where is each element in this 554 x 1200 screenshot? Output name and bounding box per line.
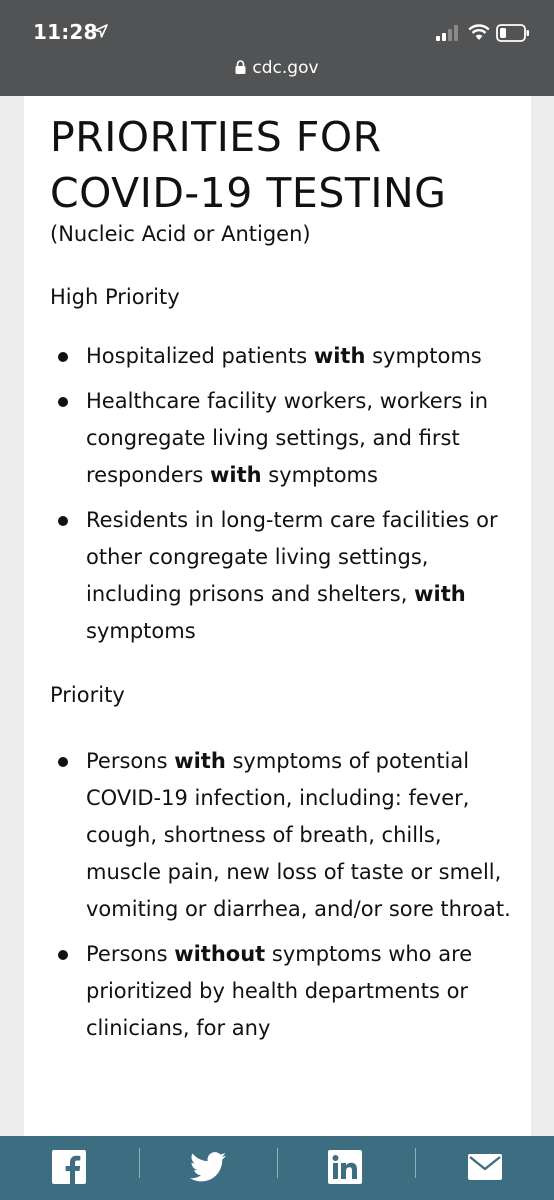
- page-margin-right: [531, 96, 554, 1136]
- email-icon[interactable]: [468, 1154, 502, 1180]
- list-item: Persons with symptoms of potential COVID-19 infection, including: fever, cough, shortness of breath, chills, muscle pain, new loss of taste or smell, vomiting or diarrhea, and/or sore throat.: [50, 743, 520, 928]
- title-line-2: COVID-19 TESTING: [50, 169, 447, 217]
- bullet-icon: [58, 352, 68, 362]
- share-separator: [139, 1148, 140, 1178]
- page-margin-left: [0, 96, 24, 1136]
- list-item: Healthcare facility workers, workers in congregate living settings, and first responders with symptoms: [50, 383, 520, 494]
- browser-top-bar: [0, 0, 554, 96]
- status-time: 11:28: [33, 20, 98, 44]
- twitter-icon[interactable]: [190, 1152, 226, 1182]
- share-bar: [0, 1136, 554, 1200]
- share-separator: [415, 1148, 416, 1178]
- linkedin-icon[interactable]: [328, 1150, 362, 1184]
- lock-icon: [235, 60, 246, 74]
- section-heading-high-priority: High Priority: [50, 285, 180, 309]
- address-bar[interactable]: [0, 58, 554, 78]
- wifi-icon: [468, 23, 490, 41]
- page-subtitle: (Nucleic Acid or Antigen): [50, 222, 311, 246]
- article-card: [24, 96, 531, 1136]
- bullet-icon: [58, 757, 68, 767]
- title-line-1: PRIORITIES FOR: [50, 113, 382, 161]
- list-item: Persons without symptoms who are prioritized by health departments or clinicians, for any: [50, 936, 520, 1047]
- battery-icon: [496, 24, 530, 42]
- list-item: Residents in long-term care facilities or other congregate living settings, including prisons and shelters, with symptoms: [50, 502, 520, 650]
- url-text: cdc.gov: [252, 58, 319, 78]
- bullet-icon: [58, 516, 68, 526]
- priority-list: [50, 743, 520, 1047]
- high-priority-list: [50, 338, 520, 650]
- bullet-icon: [58, 397, 68, 407]
- bullet-icon: [58, 950, 68, 960]
- share-separator: [277, 1148, 278, 1178]
- facebook-icon[interactable]: [52, 1150, 86, 1184]
- location-arrow-icon: [94, 24, 108, 38]
- list-item: Hospitalized patients with symptoms: [50, 338, 520, 375]
- page-title: [50, 96, 520, 221]
- cellular-signal-icon: [436, 25, 462, 41]
- section-heading-priority: Priority: [50, 683, 125, 707]
